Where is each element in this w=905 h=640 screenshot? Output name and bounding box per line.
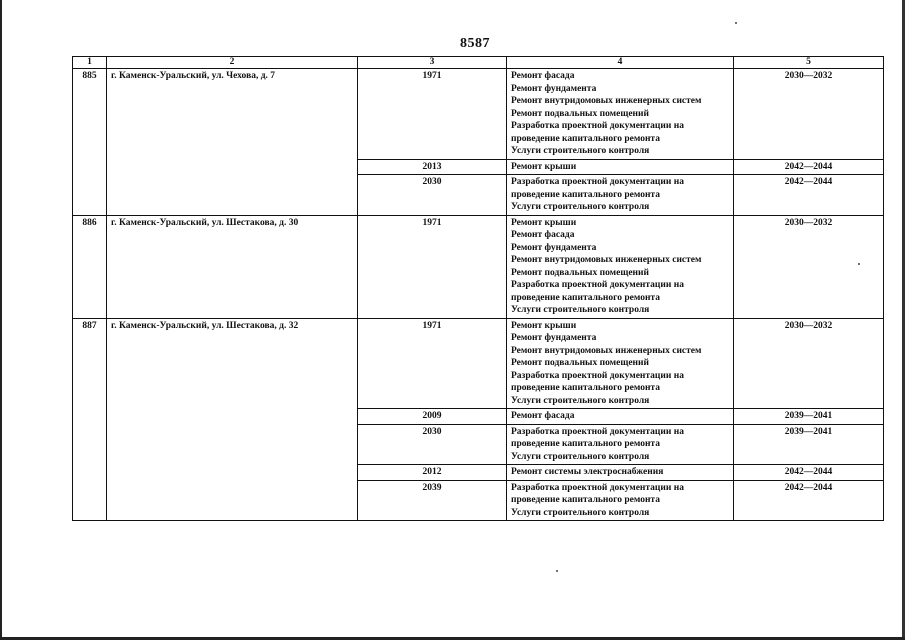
repair-works [507, 465, 734, 481]
commission-year: 2009 [358, 409, 507, 425]
repair-work-item: Ремонт системы электроснабжения [511, 467, 664, 477]
repair-work-item: Разработка проектной документации на [511, 177, 684, 187]
building-number: 887 [73, 318, 107, 521]
scan-speck [556, 570, 558, 572]
column-header: 2 [107, 57, 358, 69]
repair-period: 2030—2032 [734, 69, 884, 160]
repair-work-item: Разработка проектной документации на [511, 121, 684, 131]
column-header: 1 [73, 57, 107, 69]
building-address: г. Каменск-Уральский, ул. Шестакова, д. 32 [107, 318, 358, 521]
repair-work-item: Разработка проектной документации на [511, 482, 684, 493]
repair-works [507, 318, 734, 409]
commission-year: 2039 [358, 480, 507, 521]
repair-works [507, 424, 734, 465]
repair-works [507, 480, 734, 521]
table-header-row [73, 57, 884, 69]
table-row [73, 69, 884, 160]
repair-works [507, 69, 734, 160]
repair-work-item: Разработка проектной документации на [511, 426, 684, 437]
repair-period: 2042—2044 [734, 480, 884, 521]
repair-work-item: Ремонт внутридомовых инженерных систем [511, 345, 702, 356]
repair-work-item: Ремонт подвальных помещений [511, 267, 649, 278]
commission-year: 1971 [358, 318, 507, 409]
repair-work-item: Ремонт крыши [511, 217, 577, 228]
building-address: г. Каменск-Уральский, ул. Шестакова, д. 30 [107, 215, 358, 318]
repair-period: 2042—2044 [734, 175, 884, 216]
repair-work-item: Ремонт внутридомовых инженерных систем [511, 255, 702, 265]
building-number: 885 [73, 69, 107, 216]
repair-work-item: Ремонт фундамента [511, 242, 597, 253]
repair-period: 2039—2041 [734, 424, 884, 465]
repair-period: 2042—2044 [734, 159, 884, 175]
repair-period: 2030—2032 [734, 318, 884, 409]
repair-work-item: проведение капитального ремонта [511, 383, 660, 393]
building-number: 886 [73, 215, 107, 318]
repair-work-item: Разработка проектной документации на [511, 370, 684, 381]
column-header: 4 [507, 57, 734, 69]
repair-period: 2030—2032 [734, 215, 884, 318]
repair-work-item: Ремонт фасада [511, 71, 575, 81]
repair-work-item: Ремонт подвальных помещений [511, 108, 649, 119]
repair-work-item: Ремонт внутридомовых инженерных систем [511, 96, 702, 106]
building-address: г. Каменск-Уральский, ул. Чехова, д. 7 [107, 69, 358, 216]
repair-work-item: Ремонт фасада [511, 411, 575, 421]
table-row [73, 215, 884, 318]
page-number: 8587 [460, 36, 490, 51]
commission-year: 2012 [358, 465, 507, 481]
repair-work-item: Ремонт фундамента [511, 333, 597, 343]
repair-work-item: проведение капитального ремонта [511, 189, 660, 200]
repair-work-item: проведение капитального ремонта [511, 495, 660, 505]
table-row [73, 318, 884, 409]
commission-year: 1971 [358, 215, 507, 318]
repair-work-item: Услуги строительного контроля [511, 507, 650, 518]
repair-period: 2039—2041 [734, 409, 884, 425]
repair-work-item: проведение капитального ремонта [511, 292, 660, 303]
repair-schedule-table [72, 56, 884, 521]
scan-speck [735, 22, 737, 24]
scan-border-left [0, 0, 2, 640]
commission-year: 2013 [358, 159, 507, 175]
repair-works [507, 159, 734, 175]
repair-work-item: Разработка проектной документации на [511, 280, 684, 290]
repair-works [507, 409, 734, 425]
repair-works [507, 215, 734, 318]
table-body [73, 69, 884, 521]
repair-work-item: Услуги строительного контроля [511, 395, 650, 406]
repair-work-item: Ремонт крыши [511, 161, 577, 172]
commission-year: 1971 [358, 69, 507, 160]
repair-period: 2042—2044 [734, 465, 884, 481]
repair-work-item: Услуги строительного контроля [511, 451, 650, 462]
commission-year: 2030 [358, 175, 507, 216]
repair-work-item: Услуги строительного контроля [511, 202, 650, 212]
repair-work-item: Услуги строительного контроля [511, 305, 650, 315]
repair-work-item: Ремонт фундамента [511, 83, 597, 94]
commission-year: 2030 [358, 424, 507, 465]
repair-work-item: проведение капитального ремонта [511, 133, 660, 144]
repair-work-item: Ремонт крыши [511, 320, 577, 331]
repair-work-item: Ремонт фасада [511, 230, 575, 240]
repair-works [507, 175, 734, 216]
repair-work-item: проведение капитального ремонта [511, 439, 660, 449]
column-header: 3 [358, 57, 507, 69]
repair-work-item: Ремонт подвальных помещений [511, 358, 649, 368]
column-header: 5 [734, 57, 884, 69]
repair-work-item: Услуги строительного контроля [511, 146, 650, 156]
